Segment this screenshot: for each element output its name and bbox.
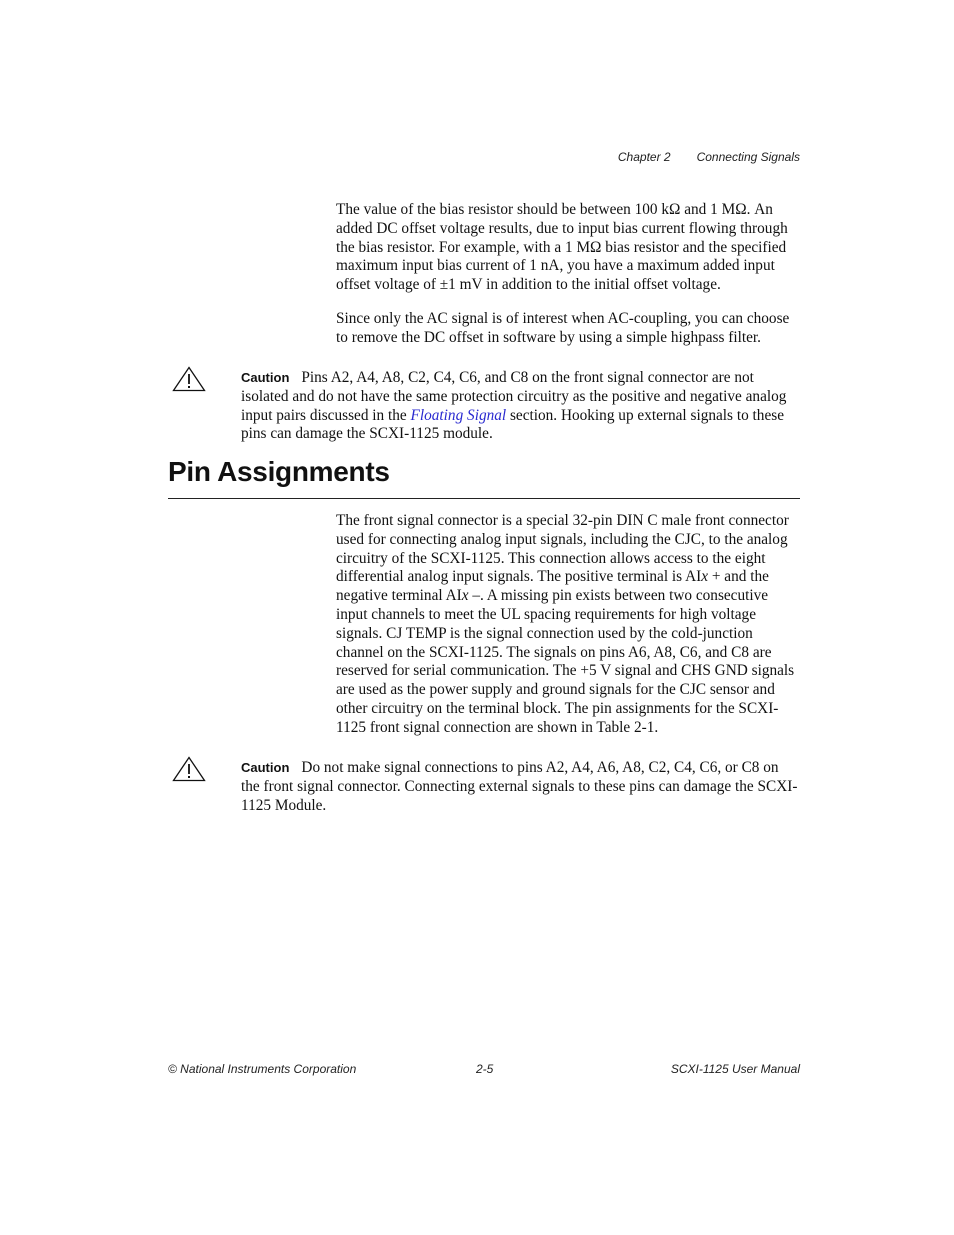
header-chapter: Chapter 2 [617,150,671,164]
section-divider [168,498,800,499]
channel-variable: x [701,568,709,586]
running-header [618,150,800,164]
footer-manual-title: SCXI-1125 User Manual [670,1062,800,1076]
caution-text-continued: section. Hooking up external signals to these pins can damage the SCXI-1125 module. [241,406,784,443]
channel-variable: x [461,587,469,605]
section-heading: Pin Assignments [168,456,390,487]
caution-text: Pins A2, A4, A8, C2, C4, C6, and C8 on the front signal connector are not isolated and do not have the same protection circuitry as the positive and negative analog input pairs discussed in the [241,369,787,424]
header-title: Connecting Signals [696,150,800,164]
pin-text-part3: –. A missing pin exists between two consecutive input channels to meet the UL spacing requirements for high voltage signals. CJ TEMP is the signal connection used by the cold-junction channel on the SCXI-1125. The signals on pins A6, A8, C6, and C8 are reserved for serial communication. The +5 V signal and CHS GND signals are used as the power supply and ground signals for the CJC sensor and other circuitry on the terminal block. The pin assignments for the SCXI-1125 front signal connection are shown in Table 2-1. [336,587,795,736]
caution-note-isolation [241,369,801,444]
caution-label: Caution [241,370,290,385]
caution-triangle-icon [172,756,206,782]
footer-page-number: 2-5 [476,1062,494,1076]
pin-text-part2: + and the negative terminal AI [336,568,769,605]
ac-coupling-paragraph: Since only the AC signal is of interest when AC-coupling, you can choose to remove the DC offset in software by using a simple highpass filter. [336,310,790,346]
caution-triangle-icon [172,366,206,392]
caution-text: Do not make signal connections to pins A2, A4, A6, A8, C2, C4, C6, or C8 on the front signal connector. Connecting external signals to these pins can damage the SCXI-1125 Module. [241,759,798,814]
caution-label: Caution [241,760,290,775]
pin-text-part1: The front signal connector is a special 32-pin DIN C male front connector used for connecting analog input signals, including the CJC, to the analog circuitry of the SCXI-1125. This connection allows access to the eight differential analog input signals. The positive terminal is AI [336,512,789,586]
caution-note-connections [241,759,801,815]
floating-signal-link[interactable]: Floating Signal [410,406,507,424]
footer-copyright: © National Instruments Corporation [168,1062,357,1076]
bias-resistor-paragraph: The value of the bias resistor should be between 100 kΩ and 1 MΩ. An added DC offset voltage results, due to input bias current flowing through the bias resistor. For example, with a 1 MΩ bias resistor and the specified maximum input bias current of 1 nA, you have a maximum added input offset voltage of ±1 mV in addition to the initial offset voltage. [336,201,788,294]
pin-assignments-paragraph [336,512,800,738]
